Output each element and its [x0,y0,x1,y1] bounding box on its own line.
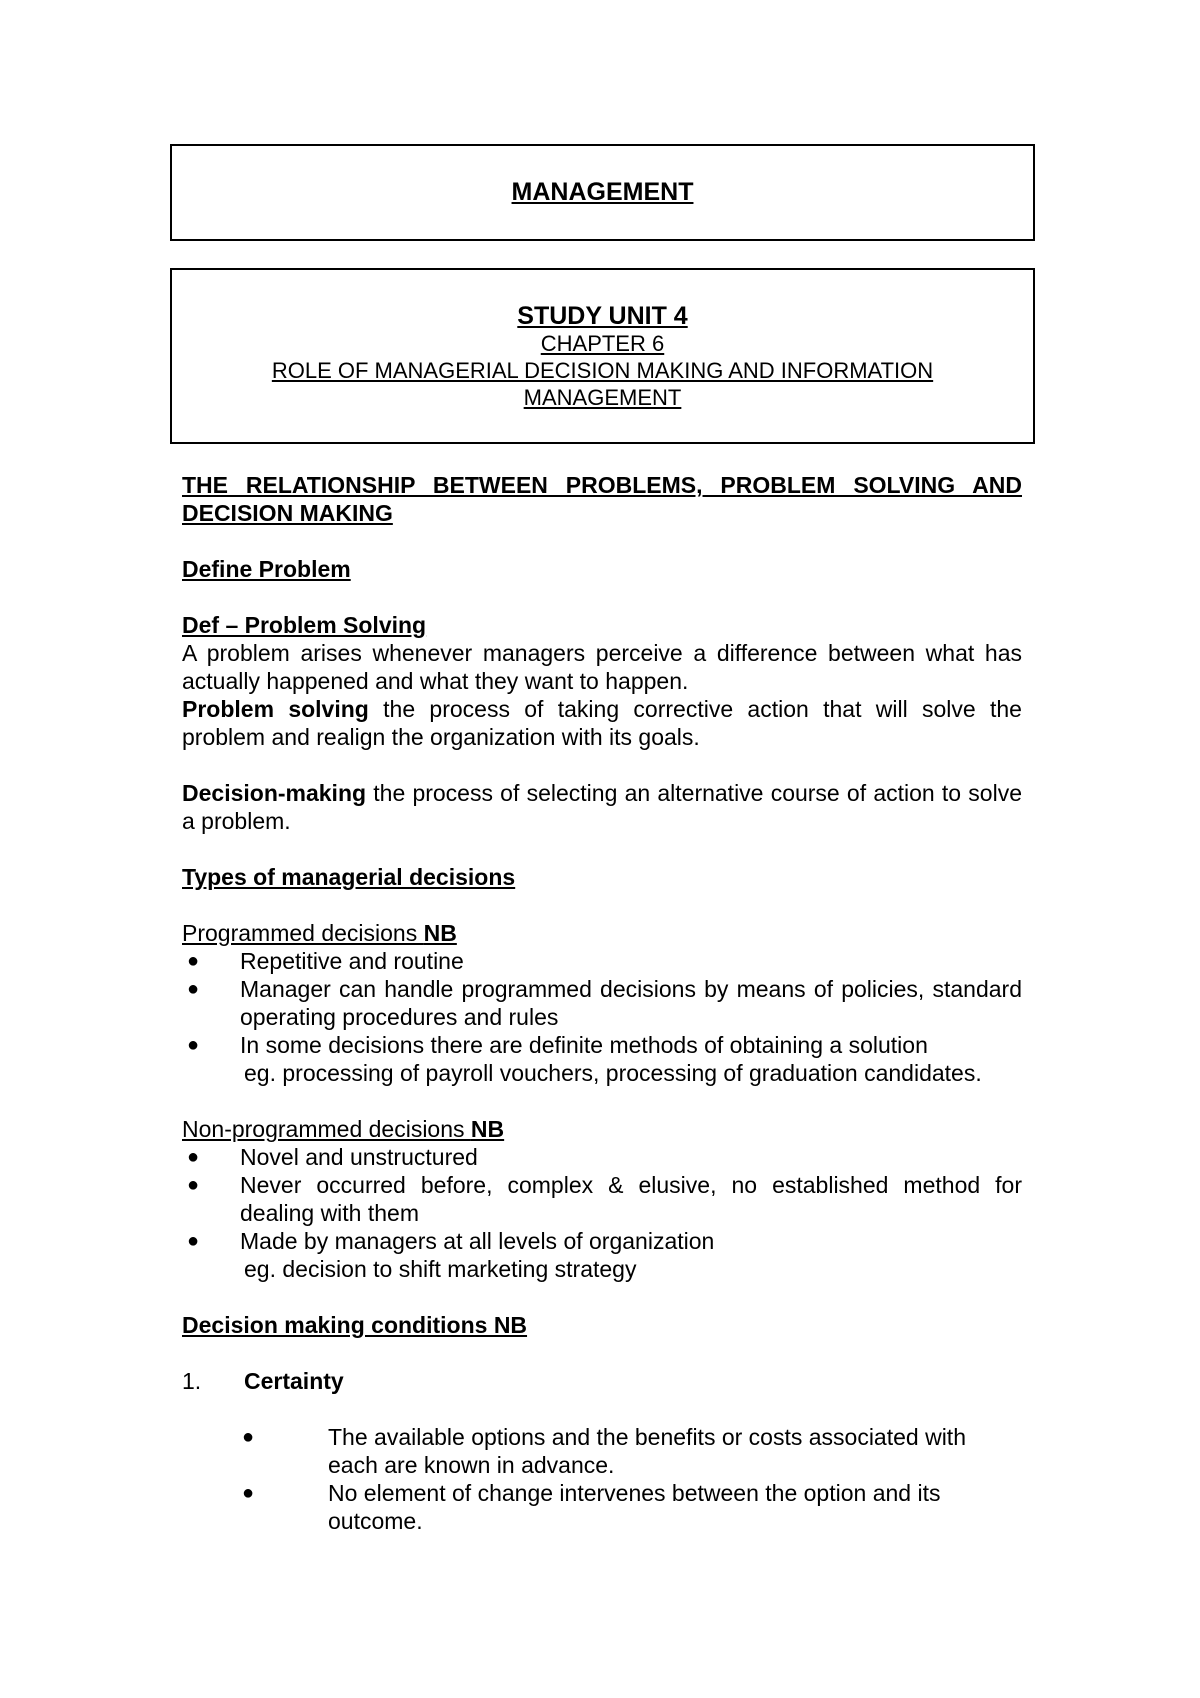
problem-solving-definition [182,695,1022,751]
nonprogrammed-list [182,1143,1022,1255]
list-item: ● In some decisions there are definite methods of obtaining a solution [187,1032,928,1058]
bullet-icon: ● [242,1482,255,1504]
list-item: ● Repetitive and routine [187,948,464,974]
certainty-heading [182,1367,1022,1395]
list-item: ● Never occurred before, complex & elusive, no established method for dealing with them [187,1172,1022,1226]
list-item: ● Made by managers at all levels of organization [187,1228,715,1254]
chapter-subtitle-line2: MANAGEMENT [523,385,682,410]
list-item: ● The available options and the benefits or costs associated with each are known in advance. [242,1424,966,1478]
decision-making-text: the process of selecting an alternative course of action to solve a problem. [182,780,1022,834]
nb-marker: NB [423,920,457,946]
def-problem-solving-heading: Def – Problem Solving [182,612,427,638]
define-problem-heading: Define Problem [182,556,351,582]
bullet-icon: ● [242,1426,255,1448]
chapter-subtitle-line1: ROLE OF MANAGERIAL DECISION MAKING AND INFORMATION [271,358,934,383]
types-heading: Types of managerial decisions [182,864,516,890]
chapter-label: CHAPTER 6 [540,331,665,356]
problem-definition-text: A problem arises whenever managers perceive a difference between what has actually happened and what they want to happen. [182,640,1022,694]
bullet-icon: ● [187,1034,200,1056]
list-item: ● Novel and unstructured [187,1144,478,1170]
programmed-example: eg. processing of payroll vouchers, processing of graduation candidates. [244,1060,982,1086]
document-body [182,471,1022,1535]
bullet-icon: ● [187,1174,200,1196]
bullet-icon: ● [187,950,200,972]
problem-solving-text: the process of taking corrective action that will solve the problem and realign the organization with its goals. [182,696,1022,750]
list-item: ● Manager can handle programmed decisions by means of policies, standard operating procedures and rules [187,976,1022,1030]
title-box [170,144,1035,241]
programmed-decisions-label [182,919,1022,947]
certainty-label: Certainty [244,1368,344,1394]
decision-making-term: Decision-making [182,780,367,806]
nonprogrammed-label-text: Non-programmed decisions [182,1116,471,1142]
nb-marker: NB [470,1116,505,1142]
nonprogrammed-decisions-label [182,1115,1022,1143]
programmed-label-text: Programmed decisions [182,920,424,946]
bullet-icon: ● [187,978,200,1000]
certainty-list [182,1423,1022,1535]
conditions-heading: Decision making conditions NB [182,1312,528,1338]
document-title: MANAGEMENT [511,178,694,206]
bullet-icon: ● [187,1230,200,1252]
nonprogrammed-example: eg. decision to shift marketing strategy [244,1256,637,1282]
problem-solving-term: Problem solving [182,696,369,722]
decision-making-definition [182,779,1022,835]
unit-box [170,268,1035,444]
study-unit-title: STUDY UNIT 4 [517,302,688,330]
programmed-list [182,947,1022,1059]
item-number: 1. [182,1368,202,1394]
list-item: ● No element of change intervenes between the option and its outcome. [242,1480,941,1534]
section-heading-relationship: THE RELATIONSHIP BETWEEN PROBLEMS, PROBLEM SOLVING AND DECISION MAKING [182,472,1022,526]
bullet-icon: ● [187,1146,200,1168]
